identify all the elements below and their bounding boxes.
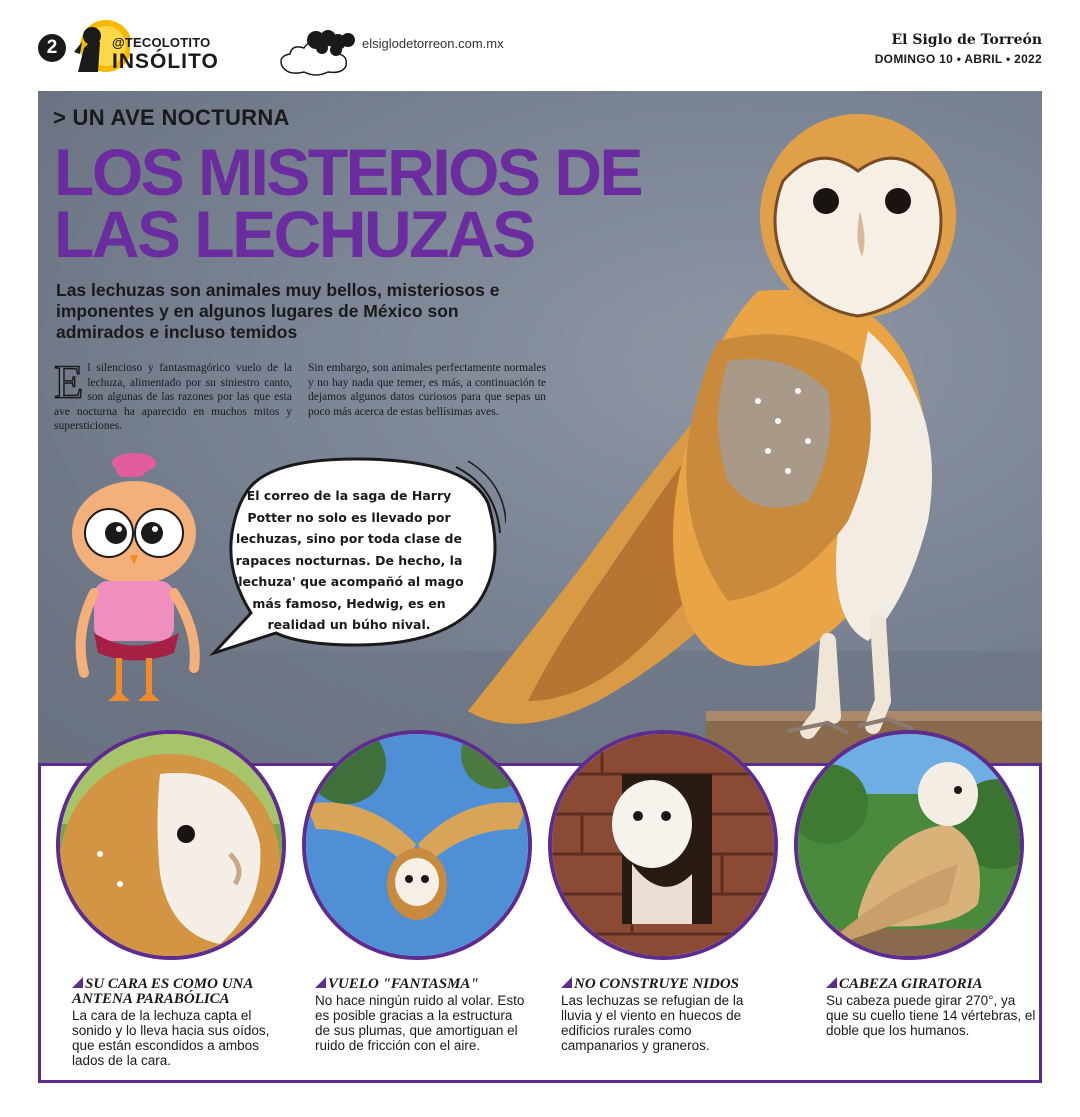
fact-item-1 (72, 977, 282, 1068)
fact-item-2 (315, 977, 525, 1053)
section-brand (112, 36, 219, 72)
body-column-1 (54, 356, 292, 434)
newspaper-name: El Siglo de Torreón (891, 32, 1042, 48)
fact-title: NO CONSTRUYE NIDOS (574, 976, 740, 992)
brand-handle: @TECOLOTITO (112, 35, 211, 50)
fact-photo-3 (548, 730, 778, 960)
fact-body: Su cabeza puede girar 270°, ya que su cuello tiene 14 vértebras, el doble que los humanos. (826, 993, 1036, 1038)
fact-body: La cara de la lechuza capta el sonido y lo lleva hacia sus oídos, que están escondidos a ambos lados de la cara. (72, 1008, 270, 1068)
barn-owl-illustration (428, 101, 988, 751)
fact-title: VUELO "FANTASMA" (328, 976, 479, 992)
fact-title: SU CARA ES COMO UNA ANTENA PARABÓLICA (72, 976, 253, 1007)
fact-body: No hace ningún ruido al volar. Esto es posible gracias a la estructura de sus plumas, que amortiguan el ruido de fricción con el aire. (315, 993, 525, 1053)
page-number: 2 (38, 34, 66, 62)
edition-date: DOMINGO 10 • ABRIL • 2022 (874, 52, 1042, 66)
drop-cap: E (54, 356, 84, 409)
fact-title: CABEZA GIRATORIA (839, 976, 983, 992)
fact-photo-2 (302, 730, 532, 960)
fact-photo-4 (794, 730, 1024, 960)
article-title: LOS MISTERIOS DE LAS LECHUZAS (54, 135, 642, 271)
body-text-1: l silencioso y fantasmagórico vuelo de la lechuza, alimentado por su siniestro canto, son algunas de las razones por las que esta ave nocturna ha aparecido en muchos mitos y supersticiones. (54, 362, 292, 432)
fact-marker-icon (315, 977, 326, 988)
cloud-logo-icon (276, 26, 360, 78)
tecolotito-mascot-illustration (64, 453, 214, 713)
brand-section-name: INSÓLITO (112, 50, 219, 73)
fact-item-4 (826, 977, 1036, 1038)
fact-marker-icon (72, 977, 83, 988)
site-url: elsiglodetorreon.com.mx (362, 36, 504, 51)
fact-marker-icon (561, 977, 572, 988)
article-kicker: > UN AVE NOCTURNA (53, 105, 290, 130)
fact-body: Las lechuzas se refugian de la lluvia y el viento en huecos de edificios rurales como campanarios y graneros. (561, 993, 744, 1053)
fact-marker-icon (826, 977, 837, 988)
hero-section (38, 91, 1042, 763)
fact-photo-1 (56, 730, 286, 960)
article-subtitle: Las lechuzas son animales muy bellos, misteriosos e imponentes y en algunos lugares de México son admirados e incluso temidos (56, 280, 500, 342)
page-header (0, 0, 1080, 90)
fact-item-3 (561, 977, 771, 1053)
body-column-2: Sin embargo, son animales perfectamente normales y no hay nada que temer, es más, a continuación te dejamos algunos datos curiosos para que sepas un poco más acerca de estas bellísimas aves. (308, 362, 546, 418)
speech-bubble-text: El correo de la saga de Harry Potter no solo es llevado por lechuzas, sino por toda clase de rapaces nocturnas. De hecho, la 'lechuza' que acompañó al mago más famoso, Hedwig, es en realidad un búho nival. (234, 488, 464, 632)
